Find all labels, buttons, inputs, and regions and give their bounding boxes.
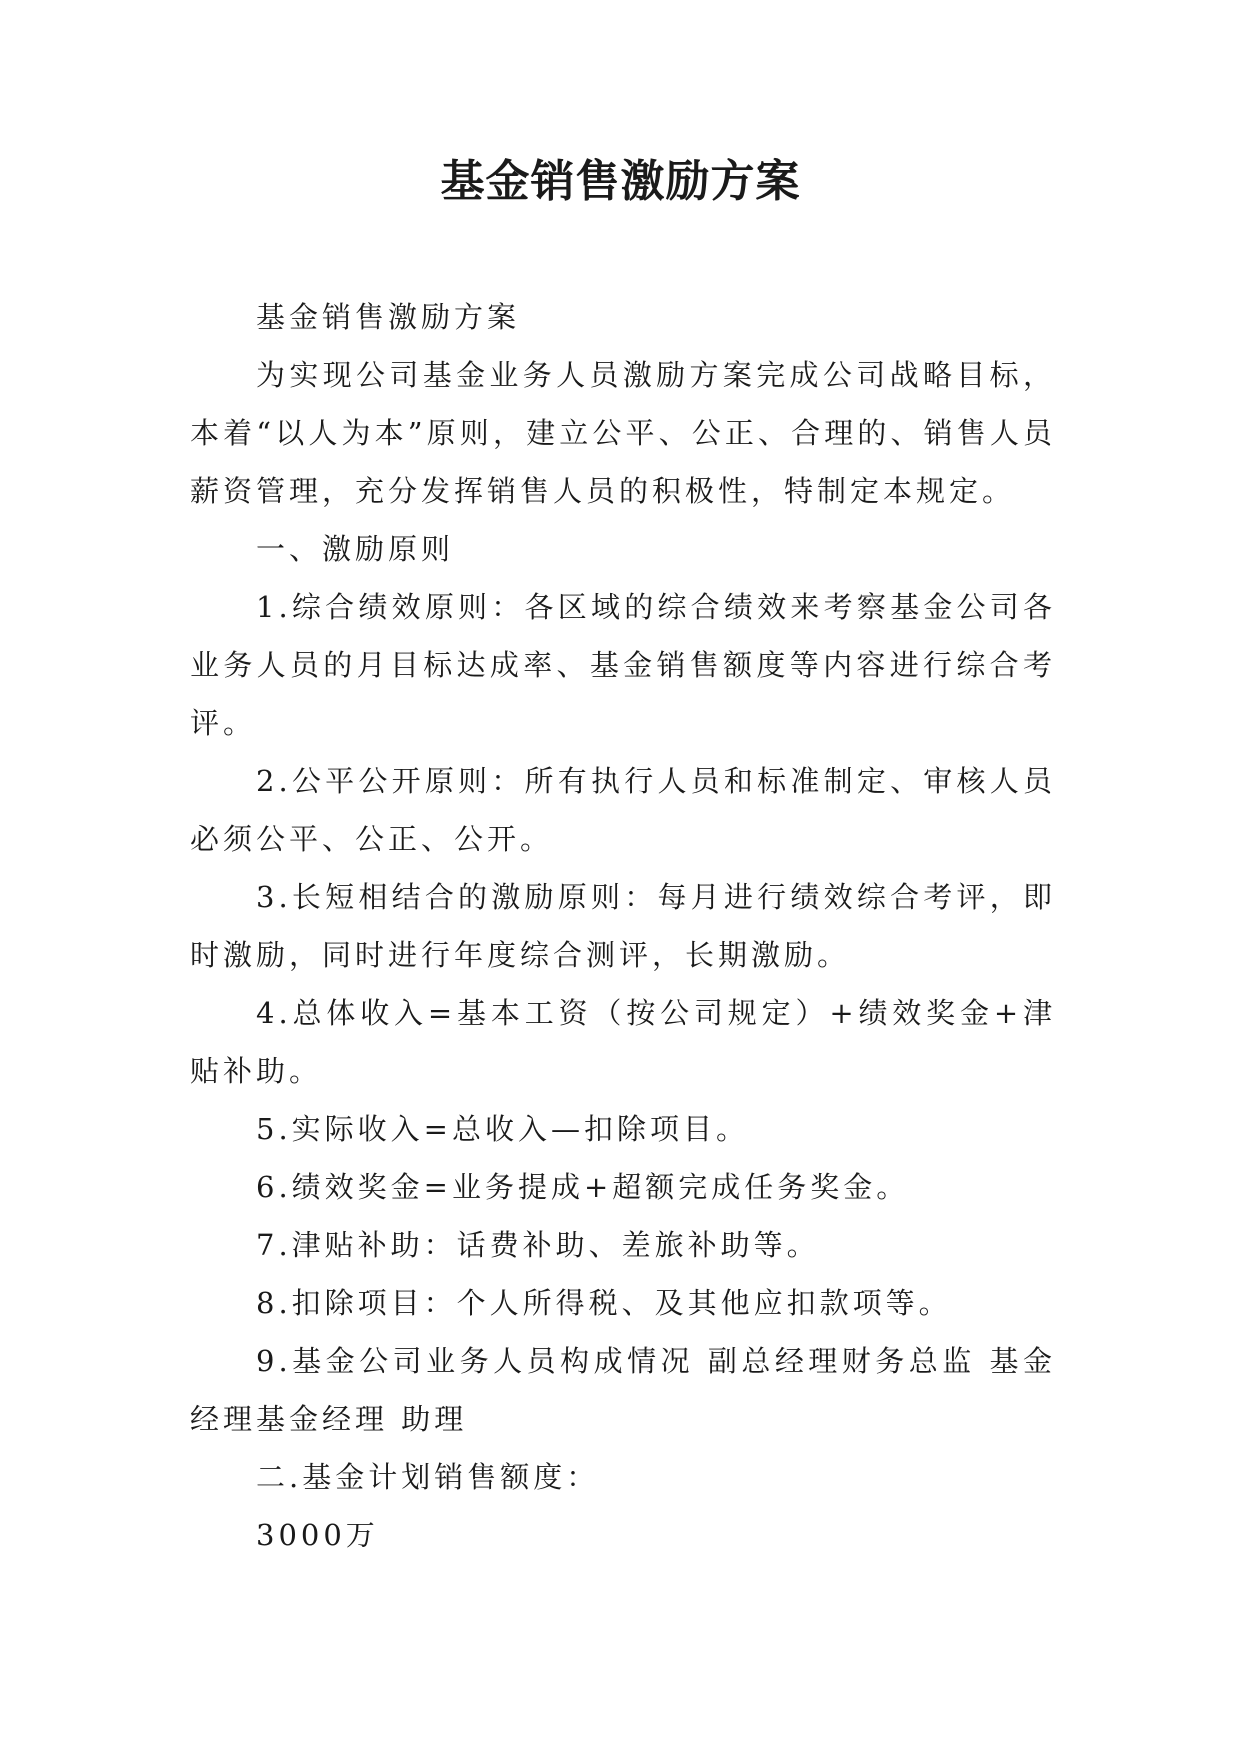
paragraph-item-7: 7.津贴补助：话费补助、差旅补助等。 bbox=[256, 1228, 820, 1262]
paragraph-sales-amount: 3000万 bbox=[256, 1518, 379, 1552]
paragraph-item-8: 8.扣除项目：个人所得税、及其他应扣款项等。 bbox=[256, 1286, 952, 1320]
section-heading-sales-quota: 二.基金计划销售额度： bbox=[256, 1460, 600, 1494]
paragraph-subtitle: 基金销售激励方案 bbox=[256, 300, 521, 334]
paragraph-item-3: 3.长短相结合的激励原则：每月进行绩效综合考评，即时激励，同时进行年度综合测评，长期激励。 bbox=[190, 880, 1056, 972]
paragraph-item-6: 6.绩效奖金=业务提成+超额完成任务奖金。 bbox=[256, 1170, 910, 1204]
document-title: 基金销售激励方案 bbox=[440, 156, 801, 207]
paragraph-intro: 为实现公司基金业务人员激励方案完成公司战略目标，本着“以人为本”原则，建立公平、公正、合理的、销售人员薪资管理，充分发挥销售人员的积极性，特制定本规定。 bbox=[190, 358, 1056, 508]
paragraph-item-2: 2.公平公开原则：所有执行人员和标准制定、审核人员必须公平、公正、公开。 bbox=[190, 764, 1056, 856]
paragraph-item-1: 1.综合绩效原则：各区域的综合绩效来考察基金公司各业务人员的月目标达成率、基金销售额度等内容进行综合考评。 bbox=[190, 590, 1056, 740]
paragraph-item-5: 5.实际收入=总收入—扣除项目。 bbox=[256, 1112, 749, 1146]
section-heading-principles: 一、激励原则 bbox=[256, 532, 455, 566]
paragraph-item-4: 4.总体收入=基本工资（按公司规定）+绩效奖金+津贴补助。 bbox=[190, 996, 1056, 1088]
paragraph-item-9: 9.基金公司业务人员构成情况 副总经理财务总监 基金经理基金经理 助理 bbox=[190, 1344, 1056, 1436]
document-body bbox=[190, 288, 1056, 1564]
